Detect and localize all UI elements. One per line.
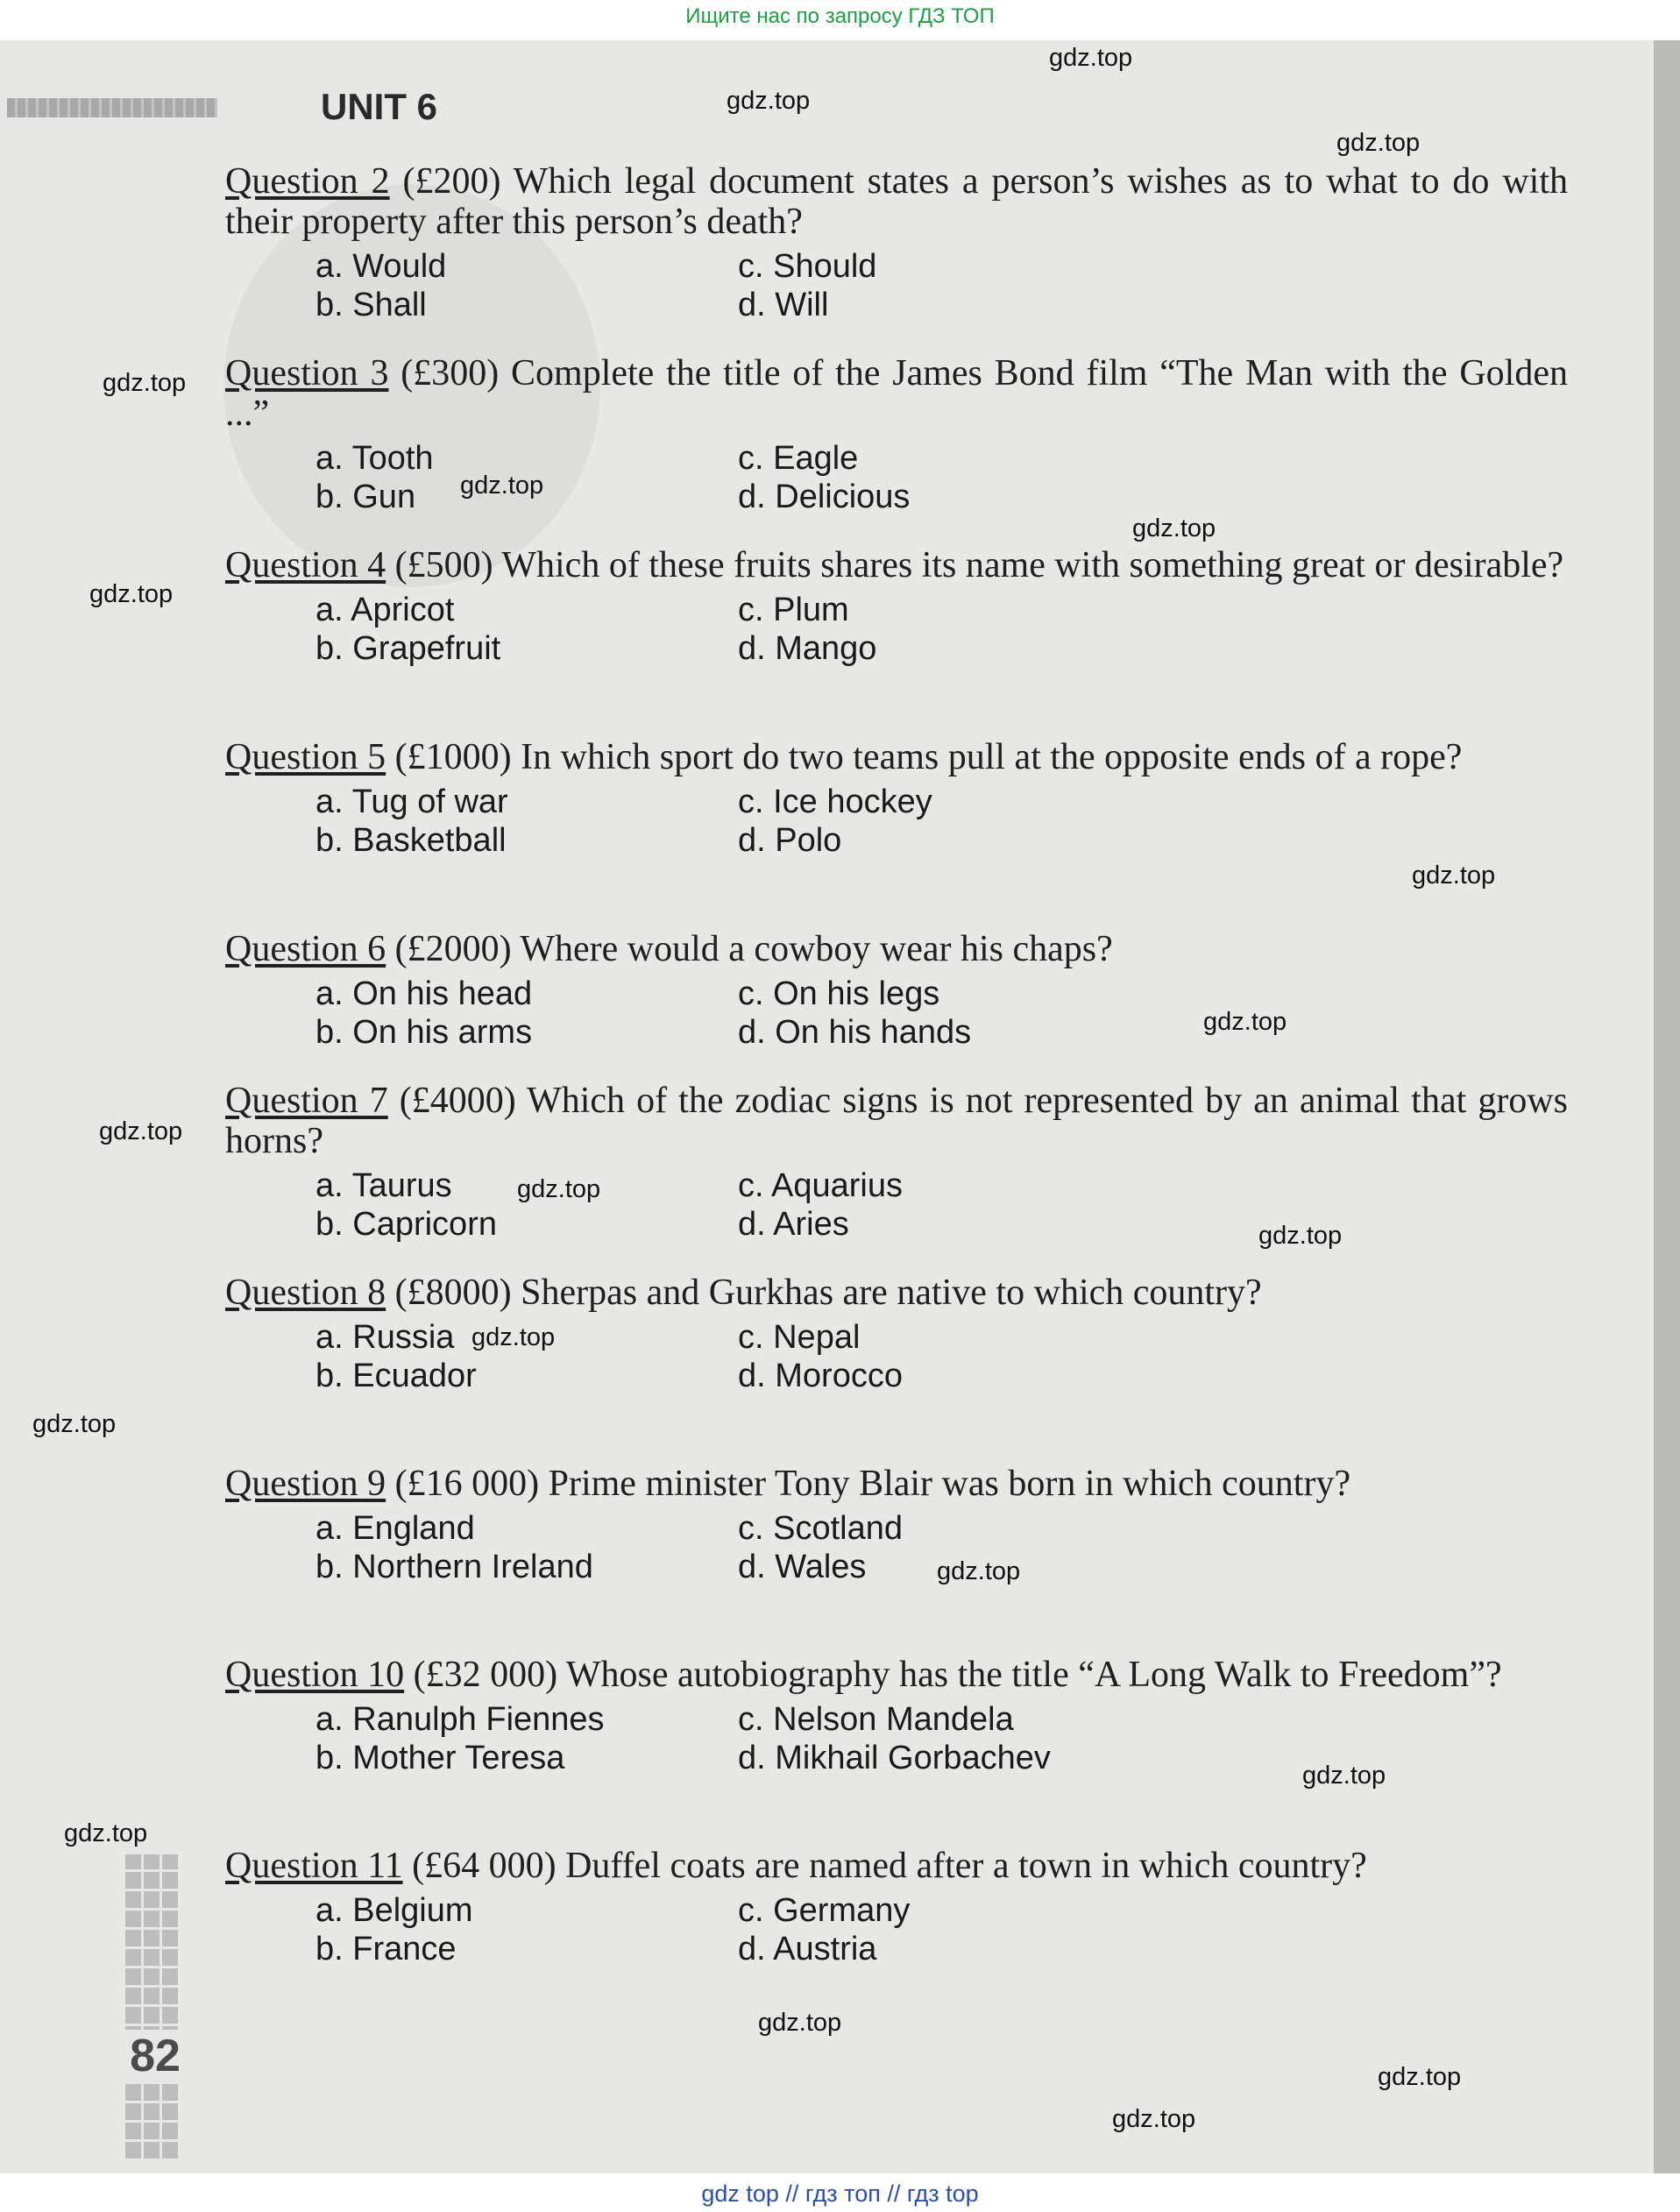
option-b: b. Grapefruit [315, 630, 501, 667]
watermark: gdz.top [471, 1323, 556, 1351]
unit-title: UNIT 6 [321, 86, 438, 127]
question-label: Question 4 [225, 545, 386, 585]
question-text [225, 1273, 1568, 1313]
watermark: gdz.top [32, 1410, 117, 1438]
option-c: c. Nepal [738, 1319, 861, 1356]
watermark: gdz.top [1049, 44, 1133, 72]
watermark: gdz.top [1302, 1762, 1386, 1790]
option-b: b. On his arms [315, 1014, 533, 1051]
option-a: a. On his head [315, 975, 533, 1012]
question-8 [225, 1273, 1568, 1395]
watermark: gdz.top [103, 369, 187, 397]
watermark: gdz.top [727, 87, 811, 115]
question-2 [225, 161, 1568, 324]
question-text [225, 929, 1568, 969]
question-7 [225, 1081, 1568, 1244]
option-d: d. Will [738, 287, 829, 323]
question-label: Question 8 [225, 1273, 386, 1313]
option-b: b. Basketball [315, 822, 507, 859]
question-text [225, 161, 1568, 242]
question-label: Question 3 [225, 353, 389, 393]
option-a: a. Taurus [315, 1167, 452, 1204]
options [315, 591, 1568, 668]
option-b: b. Gun [315, 479, 416, 515]
options [315, 247, 1568, 324]
watermark: gdz.top [460, 471, 544, 500]
option-a: a. Ranulph Fiennes [315, 1701, 605, 1738]
watermark: gdz.top [1412, 861, 1496, 890]
watermark: gdz.top [89, 580, 174, 608]
option-b: b. Northern Ireland [315, 1549, 593, 1585]
option-c: c. Eagle [738, 440, 859, 477]
page-number: 82 [124, 2030, 187, 2082]
watermark: gdz.top [1378, 2063, 1462, 2091]
question-text [225, 1081, 1568, 1161]
option-c: c. Should [738, 248, 877, 285]
option-b: b. Capricorn [315, 1206, 497, 1243]
question-body: (£1000) In which sport do two teams pull at the opposite ends of a rope? [386, 737, 1463, 777]
option-a: a. Tooth [315, 440, 434, 477]
option-d: d. Mikhail Gorbachev [738, 1740, 1051, 1776]
option-c: c. Ice hockey [738, 783, 932, 820]
watermark: gdz.top [758, 2009, 842, 2037]
question-label: Question 11 [225, 1846, 403, 1886]
option-c: c. Plum [738, 592, 849, 628]
option-d: d. Aries [738, 1206, 849, 1243]
option-c: c. Scotland [738, 1510, 903, 1547]
question-body: (£200) Which legal document states a person’s wishes as to what to do with their property after this person’s death? [225, 161, 1569, 242]
option-b: b. Shall [315, 287, 427, 323]
options [315, 1166, 1568, 1244]
options [315, 783, 1568, 860]
question-text [225, 1655, 1568, 1695]
option-a: a. Belgium [315, 1892, 473, 1929]
watermark: gdz.top [1203, 1008, 1287, 1036]
question-text [225, 353, 1568, 434]
option-d: d. Delicious [738, 479, 911, 515]
question-11 [225, 1846, 1568, 1968]
option-d: d. On his hands [738, 1014, 972, 1051]
watermark: gdz.top [517, 1175, 601, 1203]
watermark: gdz.top [1132, 514, 1216, 542]
question-5 [225, 737, 1568, 860]
watermark: gdz.top [64, 1819, 148, 1847]
option-c: c. Germany [738, 1892, 911, 1929]
question-text [225, 737, 1568, 777]
option-a: a. Would [315, 248, 447, 285]
decorative-square-grid [123, 1854, 179, 2161]
question-text [225, 545, 1568, 585]
question-10 [225, 1655, 1568, 1777]
question-text [225, 1464, 1568, 1504]
top-banner[interactable]: Ищите нас по запросу ГДЗ ТОП [685, 4, 995, 28]
question-body: (£32 000) Whose autobiography has the title “A Long Walk to Freedom”? [404, 1655, 1502, 1695]
question-label: Question 5 [225, 737, 386, 777]
question-label: Question 9 [225, 1464, 386, 1504]
question-body: (£64 000) Duffel coats are named after a town in which country? [402, 1846, 1367, 1886]
option-d: d. Morocco [738, 1358, 903, 1394]
option-c: c. On his legs [738, 975, 940, 1012]
watermark: gdz.top [937, 1557, 1021, 1585]
question-4 [225, 545, 1568, 668]
option-d: d. Polo [738, 822, 842, 859]
option-b: b. Mother Teresa [315, 1740, 565, 1776]
question-label: Question 7 [225, 1081, 388, 1121]
watermark: gdz.top [1336, 129, 1421, 157]
option-a: a. England [315, 1510, 475, 1547]
header-stripe [7, 98, 217, 117]
option-c: c. Nelson Mandela [738, 1701, 1014, 1738]
option-d: d. Mango [738, 630, 877, 667]
question-text [225, 1846, 1568, 1886]
question-body: (£2000) Where would a cowboy wear his chaps? [386, 929, 1113, 969]
question-body: (£8000) Sherpas and Gurkhas are native to which country? [386, 1273, 1262, 1313]
question-3 [225, 353, 1568, 516]
option-d: d. Wales [738, 1549, 867, 1585]
option-b: b. Ecuador [315, 1358, 477, 1394]
watermark: gdz.top [1258, 1222, 1343, 1250]
watermark: gdz.top [99, 1117, 183, 1145]
option-d: d. Austria [738, 1931, 877, 1967]
question-body: (£16 000) Prime minister Tony Blair was born in which country? [386, 1464, 1351, 1504]
option-a: a. Russia [315, 1319, 455, 1356]
option-b: b. France [315, 1931, 457, 1967]
question-body: (£4000) Which of the zodiac signs is not represented by an animal that grows horns? [225, 1081, 1568, 1161]
watermark: gdz.top [1112, 2105, 1196, 2133]
options [315, 975, 1568, 1052]
question-9 [225, 1464, 1568, 1586]
question-body: (£500) Which of these fruits shares its name with something great or desirable? [386, 545, 1564, 585]
question-body: (£300) Complete the title of the James Bond film “The Man with the Golden ...” [225, 353, 1568, 434]
question-6 [225, 929, 1568, 1052]
option-a: a. Tug of war [315, 783, 508, 820]
options [315, 1891, 1568, 1968]
question-label: Question 6 [225, 929, 386, 969]
option-c: c. Aquarius [738, 1167, 903, 1204]
question-label: Question 10 [225, 1655, 405, 1695]
bottom-banner[interactable]: gdz top // гдз топ // гдз top [701, 2180, 979, 2207]
page-edge-shadow [1654, 40, 1680, 2173]
option-a: a. Apricot [315, 592, 455, 628]
question-label: Question 2 [225, 161, 390, 202]
